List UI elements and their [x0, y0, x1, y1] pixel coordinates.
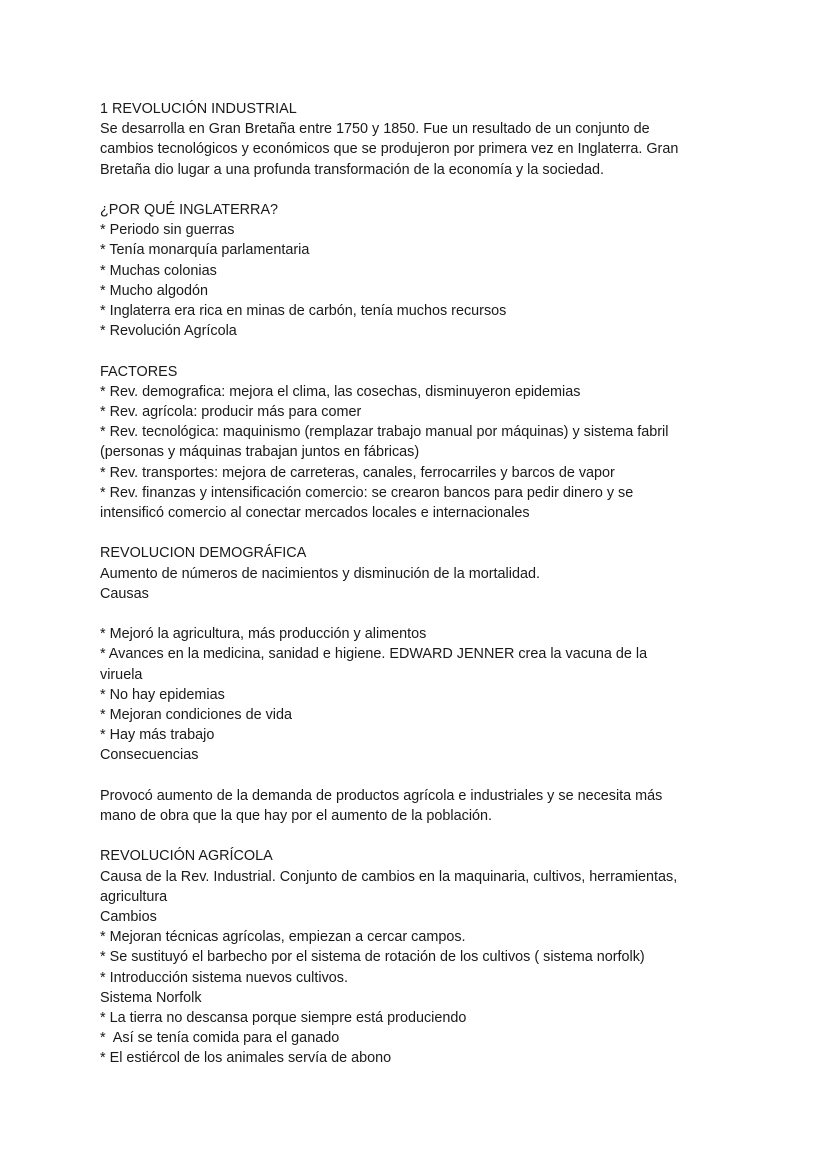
section-title: REVOLUCION DEMOGRÁFICA — [100, 545, 307, 562]
blank-line — [100, 180, 726, 200]
list-item: * Rev. finanzas y intensificación comercio: se crearon bancos para pedir dinero y se — [100, 484, 634, 501]
section-revolucion-demografica — [100, 543, 726, 826]
blank-line — [100, 766, 726, 786]
paragraph-line: agricultura — [100, 888, 168, 905]
subheading-causas: Causas — [100, 585, 149, 602]
paragraph-line: mano de obra que la que hay por el aumento de la población. — [100, 808, 493, 825]
list-item: * El estiércol de los animales servía de abono — [100, 1050, 392, 1067]
blank-line — [100, 826, 726, 846]
subheading-consecuencias: Consecuencias — [100, 747, 199, 764]
list-item: * Hay más trabajo — [100, 727, 215, 744]
section-title: FACTORES — [100, 363, 178, 380]
list-item: * Periodo sin guerras — [100, 222, 235, 239]
list-item: * Inglaterra era rica en minas de carbón, tenía muchos recursos — [100, 303, 507, 320]
subheading-cambios: Cambios — [100, 909, 157, 926]
list-item: * Avances en la medicina, sanidad e higiene. EDWARD JENNER crea la vacuna de la — [100, 646, 648, 663]
paragraph-line: cambios tecnológicos y económicos que se produjeron por primera vez en Inglaterra. Gran — [100, 141, 679, 158]
list-item: * No hay epidemias — [100, 686, 225, 703]
paragraph-line: Causa de la Rev. Industrial. Conjunto de cambios en la maquinaria, cultivos, herramientas, — [100, 868, 678, 885]
list-item-continuation: viruela — [100, 666, 143, 683]
section-revolucion-industrial — [100, 99, 726, 180]
section-title: 1 REVOLUCIÓN INDUSTRIAL — [100, 101, 297, 117]
blank-line — [100, 341, 726, 361]
section-title: ¿POR QUÉ INGLATERRA? — [100, 202, 279, 218]
subheading-sistema-norfolk: Sistema Norfolk — [100, 989, 202, 1006]
document-page — [100, 99, 726, 1069]
list-item: * Introducción sistema nuevos cultivos. — [100, 969, 348, 986]
section-revolucion-agricola — [100, 846, 726, 1068]
list-item: * Tenía monarquía parlamentaria — [100, 242, 310, 259]
paragraph-line: Se desarrolla en Gran Bretaña entre 1750 y 1850. Fue un resultado de un conjunto de — [100, 121, 650, 138]
blank-line — [100, 604, 726, 624]
list-item: * Mejoran técnicas agrícolas, empiezan a cercar campos. — [100, 929, 466, 946]
list-item: * Muchas colonias — [100, 262, 217, 279]
section-factores — [100, 362, 726, 524]
list-item-continuation: intensificó comercio al conectar mercados locales e internacionales — [100, 505, 530, 522]
blank-line — [100, 523, 726, 543]
list-item: * Mejoró la agricultura, más producción y alimentos — [100, 626, 427, 643]
section-title: REVOLUCIÓN AGRÍCOLA — [100, 848, 273, 865]
list-item: * Mejoran condiciones de vida — [100, 707, 292, 724]
paragraph-line: Provocó aumento de la demanda de productos agrícola e industriales y se necesita más — [100, 787, 663, 804]
list-item: * Rev. demografica: mejora el clima, las cosechas, disminuyeron epidemias — [100, 383, 581, 400]
list-item: * Mucho algodón — [100, 282, 209, 299]
list-item: * Se sustituyó el barbecho por el sistema de rotación de los cultivos ( sistema norfolk) — [100, 949, 645, 966]
paragraph-line: Bretaña dio lugar a una profunda transformación de la economía y la sociedad. — [100, 161, 604, 178]
list-item: * La tierra no descansa porque siempre está produciendo — [100, 1010, 467, 1027]
list-item: * Rev. transportes: mejora de carreteras, canales, ferrocarriles y barcos de vapor — [100, 464, 615, 481]
section-por-que-inglaterra — [100, 200, 726, 341]
list-item: * Así se tenía comida para el ganado — [100, 1030, 340, 1047]
list-item: * Rev. tecnológica: maquinismo (remplazar trabajo manual por máquinas) y sistema fabril — [100, 424, 669, 441]
list-item: * Rev. agrícola: producir más para comer — [100, 404, 362, 421]
paragraph-line: Aumento de números de nacimientos y disminución de la mortalidad. — [100, 565, 540, 582]
list-item-continuation: (personas y máquinas trabajan juntos en fábricas) — [100, 444, 420, 461]
list-item: * Revolución Agrícola — [100, 323, 237, 340]
